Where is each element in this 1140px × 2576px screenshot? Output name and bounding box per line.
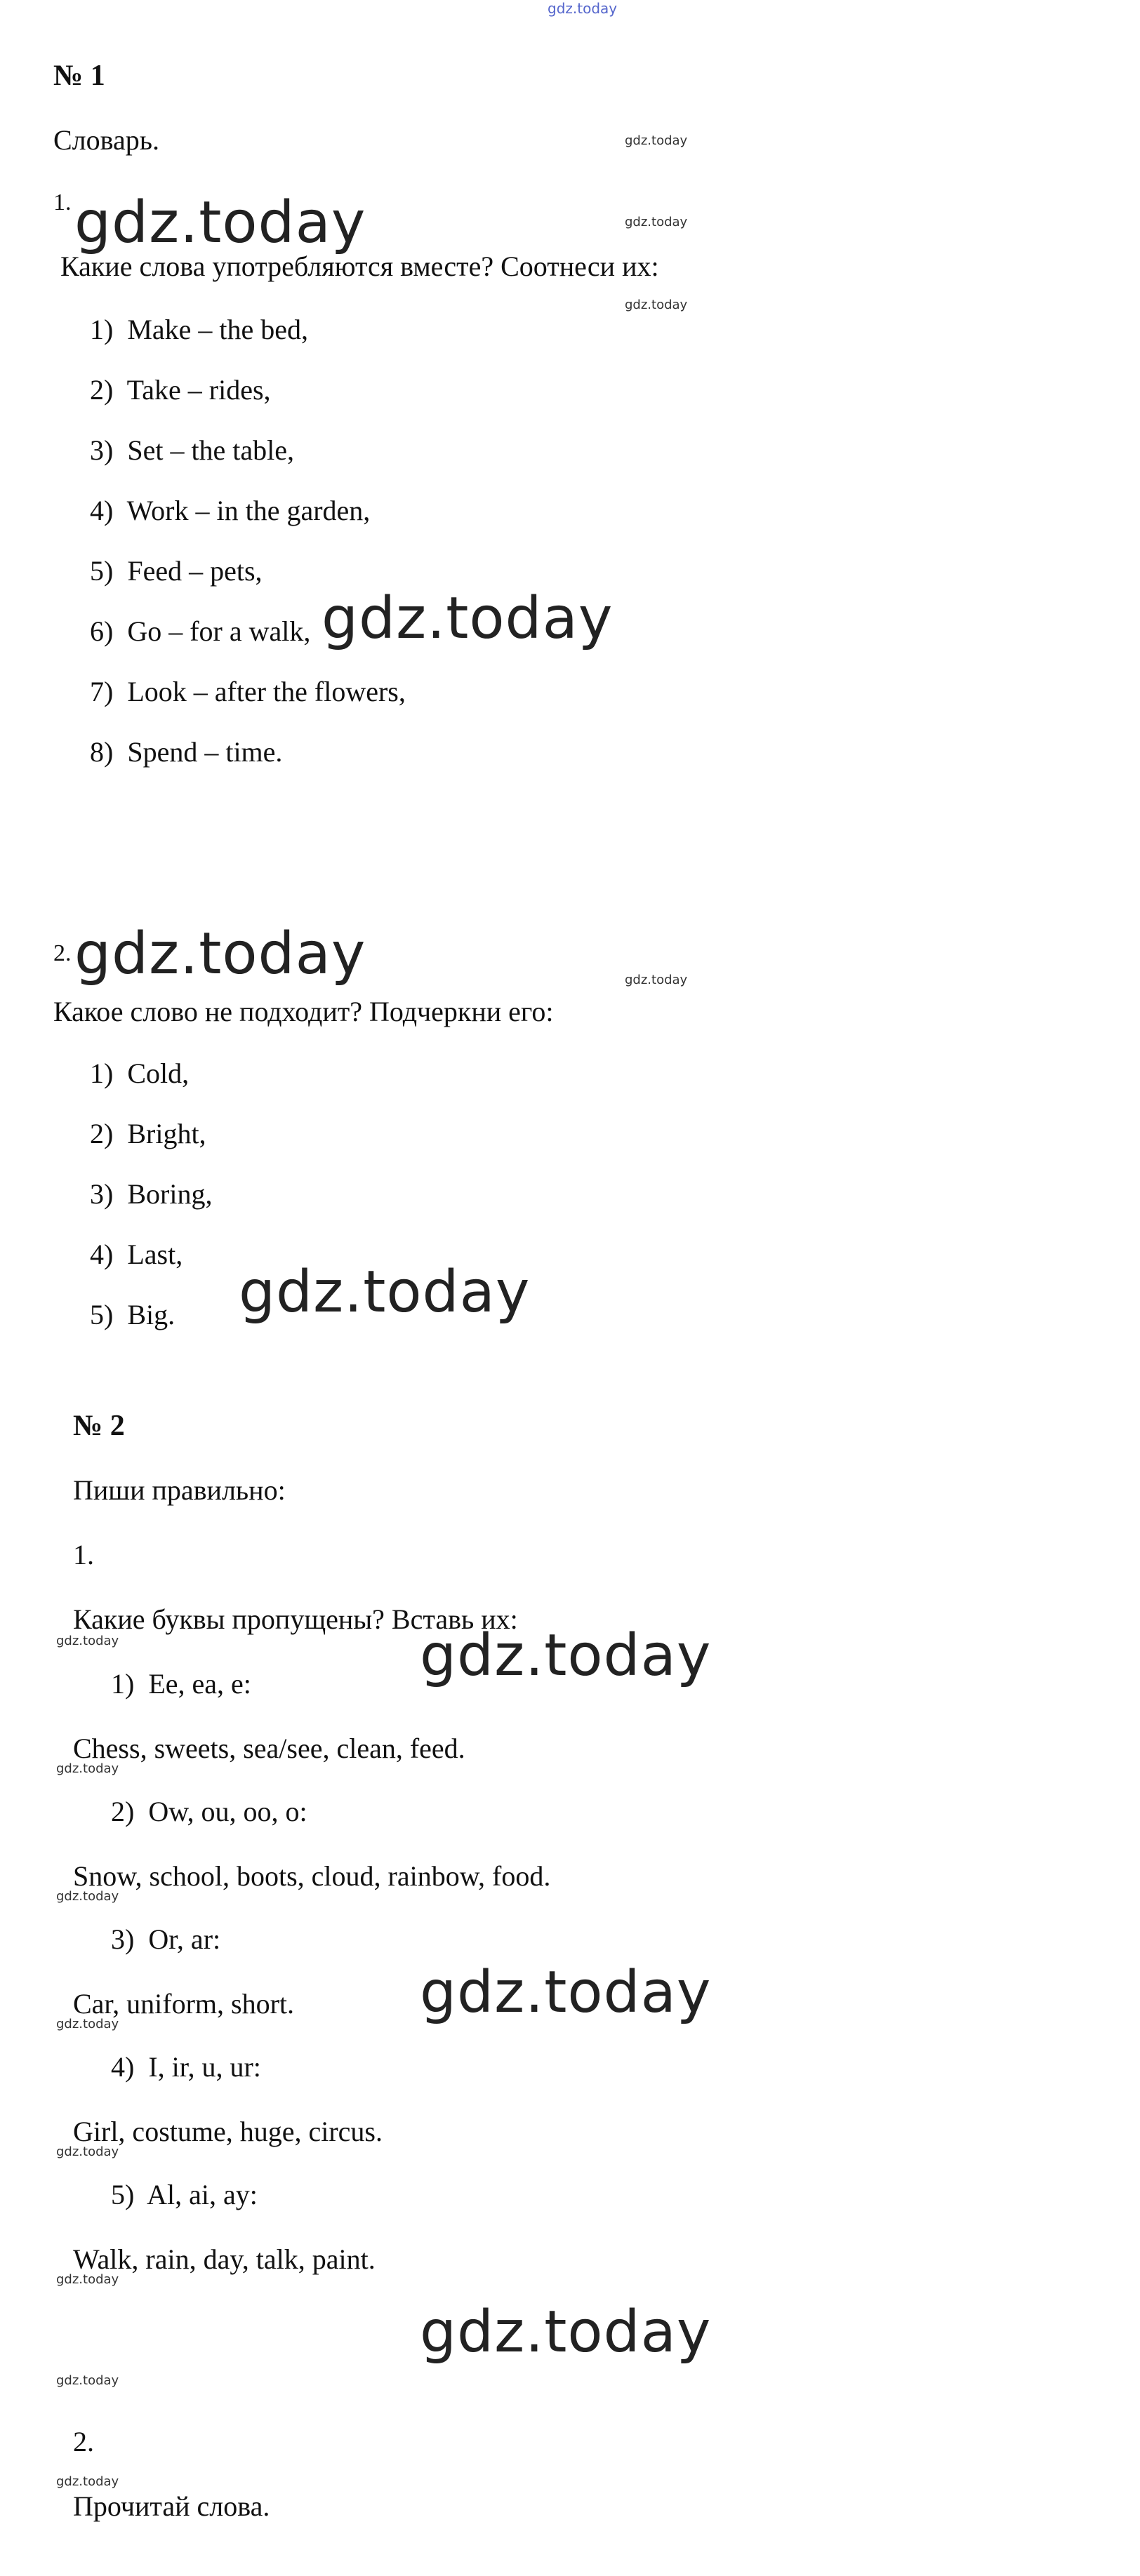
- watermark-small: gdz.today: [56, 1634, 119, 1648]
- watermark-small: gdz.today: [56, 2272, 119, 2287]
- list-item: 4) Last,: [90, 1239, 183, 1270]
- watermark-small: gdz.today: [56, 2017, 119, 2031]
- watermark-big: gdz.today: [74, 189, 366, 256]
- task1-title: Словарь.: [53, 124, 159, 156]
- task2-ex2-instruction: Прочитай слова.: [73, 2490, 270, 2522]
- letters-group: 2) Ow, ou, oo, o:: [111, 1796, 307, 1827]
- list-item: 4) Work – in the garden,: [90, 495, 371, 526]
- task2-ex1-instruction: Какие буквы пропущены? Вставь их:: [73, 1603, 518, 1635]
- watermark-big: gdz.today: [420, 2299, 712, 2365]
- watermark-small: gdz.today: [625, 298, 688, 312]
- list-item: 1) Make – the bed,: [90, 314, 309, 345]
- watermark-small: gdz.today: [56, 2144, 119, 2159]
- watermark-small: gdz.today: [56, 2373, 119, 2388]
- answer-line: Girl, costume, huge, circus.: [73, 2116, 383, 2147]
- list-item: 1) Cold,: [90, 1057, 190, 1089]
- task2-heading: № 2: [73, 1410, 125, 1442]
- watermark-small: gdz.today: [625, 215, 688, 229]
- watermark-small: gdz.today: [625, 973, 688, 987]
- list-item: 5) Feed – pets,: [90, 555, 263, 587]
- watermark-big: gdz.today: [420, 1622, 712, 1689]
- watermark-big: gdz.today: [239, 1259, 531, 1326]
- top-watermark: gdz.today: [548, 0, 618, 17]
- watermark-small: gdz.today: [56, 1761, 119, 1776]
- task2-ex1-number: 1.: [73, 1539, 94, 1570]
- watermark-big: gdz.today: [420, 1959, 712, 2026]
- answer-line: Car, uniform, short.: [73, 1988, 295, 2020]
- task1-ex2-number: 2.: [53, 940, 72, 966]
- list-item: 6) Go – for a walk,: [90, 615, 311, 647]
- task1-heading: № 1: [53, 60, 105, 92]
- list-item: 3) Set – the table,: [90, 434, 295, 466]
- task1-ex1-instruction: Какие слова употребляются вместе? Соотнеси их:: [60, 251, 659, 282]
- watermark-small: gdz.today: [625, 133, 688, 148]
- task2-title: Пиши правильно:: [73, 1474, 286, 1506]
- watermark-big: gdz.today: [322, 585, 614, 652]
- list-item: 2) Take – rides,: [90, 374, 271, 406]
- answer-line: Snow, school, boots, cloud, rainbow, food.: [73, 1860, 551, 1892]
- letters-group: 5) Al, ai, ay:: [111, 2179, 258, 2210]
- list-item: 8) Spend – time.: [90, 736, 283, 768]
- answer-line: Walk, rain, day, talk, paint.: [73, 2243, 376, 2275]
- list-item: 7) Look – after the flowers,: [90, 676, 406, 707]
- list-item: 2) Bright,: [90, 1118, 206, 1149]
- task2-ex2-number: 2.: [73, 2426, 94, 2457]
- list-item: 5) Big.: [90, 1299, 175, 1330]
- letters-group: 4) I, ir, u, ur:: [111, 2051, 261, 2083]
- watermark-small: gdz.today: [56, 2474, 119, 2489]
- watermark-small: gdz.today: [56, 1889, 119, 1904]
- letters-group: 3) Or, ar:: [111, 1923, 221, 1955]
- answer-line: Chess, sweets, sea/see, clean, feed.: [73, 1733, 465, 1764]
- task1-ex2-instruction: Какое слово не подходит? Подчеркни его:: [53, 996, 554, 1027]
- watermark-big: gdz.today: [74, 921, 366, 987]
- task1-ex1-number: 1.: [53, 189, 72, 215]
- letters-group: 1) Ee, ea, e:: [111, 1668, 251, 1700]
- list-item: 3) Boring,: [90, 1178, 213, 1210]
